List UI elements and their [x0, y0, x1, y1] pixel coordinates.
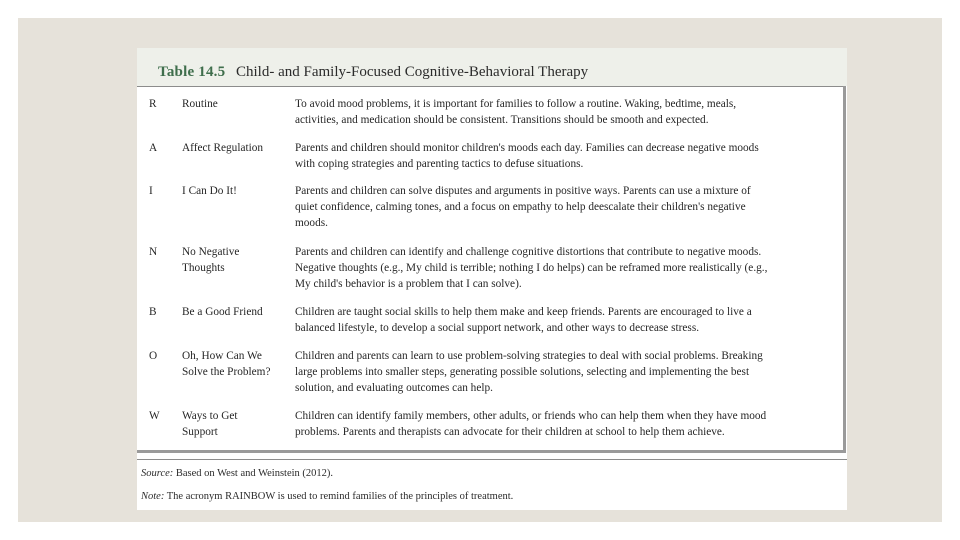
row-description: My child's behavior is a problem that I can solve).: [295, 278, 522, 290]
row-description: balanced lifestyle, to develop a social support network, and other ways to decrease stress.: [295, 322, 700, 334]
row-description: problems. Parents and therapists can advocate for their children at school to help them achieve.: [295, 426, 725, 438]
table-number: Table 14.5: [158, 64, 226, 80]
row-letter: N: [149, 246, 158, 258]
note-label: Note:: [141, 491, 165, 502]
slide-background: [18, 18, 942, 522]
row-name: Routine: [182, 98, 218, 110]
row-name: I Can Do It!: [182, 185, 237, 197]
row-description: To avoid mood problems, it is important for families to follow a routine. Waking, bedtime, meals,: [295, 98, 737, 110]
row-letter: R: [149, 98, 157, 110]
row-name: Affect Regulation: [182, 142, 264, 154]
row-description: Parents and children can solve disputes and arguments in positive ways. Parents can use a mixture of: [295, 185, 751, 197]
row-description: with coping strategies and parenting tactics to defuse situations.: [295, 158, 584, 170]
row-letter: O: [149, 350, 158, 362]
note-line: [141, 491, 513, 502]
row-letter: I: [149, 185, 153, 197]
row-description: Parents and children should monitor children's moods each day. Families can decrease negative moods: [295, 142, 759, 154]
note-text: The acronym RAINBOW is used to remind families of the principles of treatment.: [166, 491, 514, 502]
row-description: moods.: [295, 217, 328, 229]
source-rule: [137, 459, 847, 460]
row-name: No Negative: [182, 246, 240, 258]
row-description: Parents and children can identify and challenge cognitive distortions that contribute to negative moods.: [295, 246, 762, 258]
row-description: activities, and medication should be consistent. Transitions should be smooth and expected.: [295, 114, 709, 126]
row-name: Thoughts: [182, 262, 225, 274]
source-label: Source:: [141, 468, 174, 479]
table-figure: [137, 48, 847, 510]
row-description: Negative thoughts (e.g., My child is terrible; nothing I do helps) can be reframed more realistically (e.g.,: [295, 262, 768, 274]
table-body: [137, 86, 846, 453]
row-description: solution, and evaluating outcomes can help.: [295, 382, 493, 394]
row-description: Children are taught social skills to help them make and keep friends. Parents are encouraged to live a: [295, 306, 752, 318]
row-letter: W: [149, 410, 160, 422]
row-name: Ways to Get: [182, 410, 238, 422]
row-description: quiet confidence, calming tones, and a focus on empathy to help deescalate their children's negative: [295, 201, 746, 213]
row-letter: A: [149, 142, 158, 154]
row-name: Oh, How Can We: [182, 350, 262, 362]
row-name: Solve the Problem?: [182, 366, 271, 378]
row-description: large problems into smaller steps, generating possible solutions, selecting and implementing the best: [295, 366, 750, 378]
source-line: [141, 468, 333, 479]
source-text: Based on West and Weinstein (2012).: [175, 468, 334, 479]
table-title: Child- and Family-Focused Cognitive-Behavioral Therapy: [236, 64, 589, 80]
row-name: Be a Good Friend: [182, 306, 263, 318]
row-name: Support: [182, 426, 218, 438]
row-description: Children can identify family members, other adults, or friends who can help them when they have mood: [295, 410, 767, 422]
row-letter: B: [149, 306, 157, 318]
row-description: Children and parents can learn to use problem-solving strategies to deal with social problems. Breaking: [295, 350, 763, 362]
table-caption: [137, 48, 847, 86]
